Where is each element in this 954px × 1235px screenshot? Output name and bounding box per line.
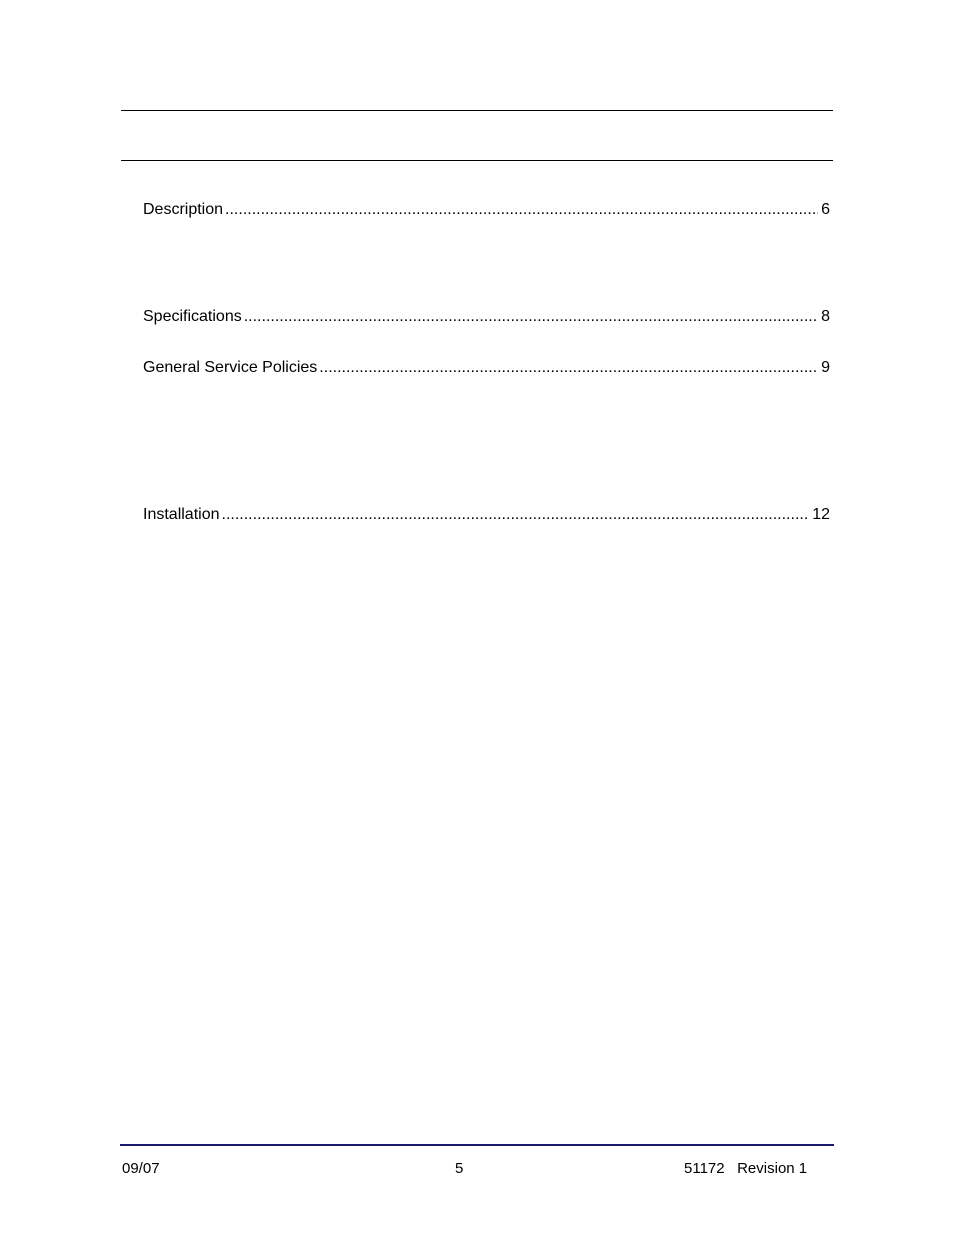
toc-entry-page: 9 — [821, 359, 830, 376]
footer-rule — [120, 1144, 834, 1146]
toc-dot-leader — [225, 200, 818, 220]
footer-doc-id: 51172 Revision 1 — [684, 1160, 808, 1177]
footer-date: 09/07 — [122, 1160, 160, 1177]
toc-entry-title: Description — [143, 201, 224, 218]
toc-entry-installation[interactable] — [143, 505, 830, 525]
toc-dot-leader — [319, 358, 818, 378]
toc-dot-leader — [244, 307, 818, 327]
toc-entry-title: Installation — [143, 506, 220, 523]
footer-page-number: 5 — [455, 1160, 464, 1177]
toc-entry-page: 8 — [821, 308, 830, 325]
toc-dot-leader — [222, 505, 810, 525]
toc-entry-description[interactable] — [143, 200, 830, 220]
header-rule-bottom — [121, 160, 833, 161]
toc-entry-page: 12 — [812, 506, 830, 523]
toc-entry-page: 6 — [821, 201, 830, 218]
header-rule-top — [121, 110, 833, 111]
toc-entry-specifications[interactable] — [143, 307, 830, 327]
toc-entry-general-service-policies[interactable] — [143, 358, 830, 378]
toc-entry-title: General Service Policies — [143, 359, 318, 376]
toc-entry-title: Specifications — [143, 308, 242, 325]
